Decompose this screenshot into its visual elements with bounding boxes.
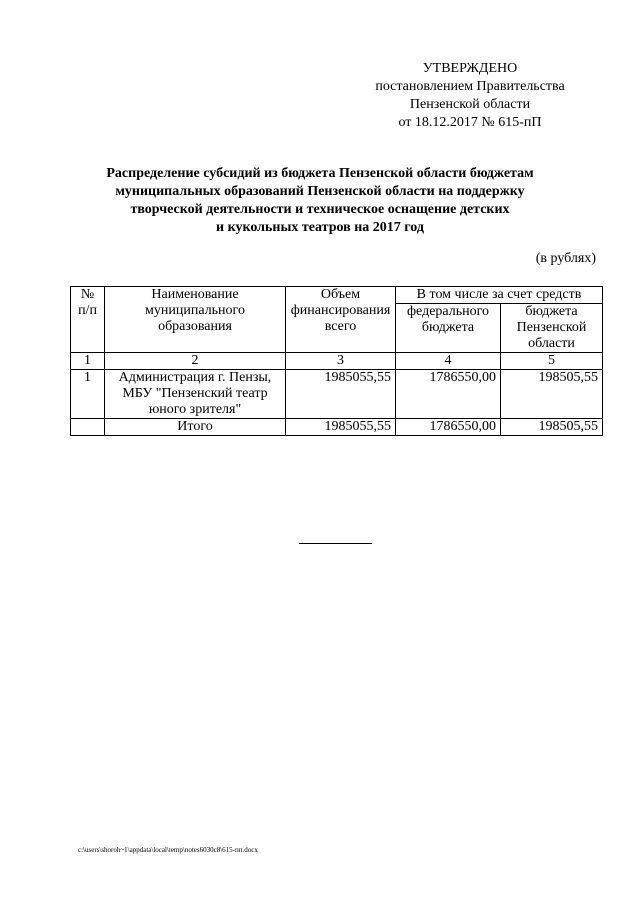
end-divider	[299, 543, 372, 544]
index-row	[71, 353, 603, 370]
title-line-4: и кукольных театров на 2017 год	[216, 220, 424, 235]
header-regional: бюджета Пензенской области	[501, 304, 603, 353]
title-line-2: муниципальных образований Пензенской области на поддержку	[115, 184, 525, 199]
subsidy-table	[70, 286, 603, 436]
approval-line-3: Пензенской области	[409, 97, 531, 112]
index-cell: 1	[71, 353, 105, 370]
index-cell: 3	[286, 353, 396, 370]
total-federal: 1786550,00	[396, 419, 501, 436]
title-line-1: Распределение субсидий из бюджета Пензенской области бюджетам	[106, 166, 534, 181]
table-row	[71, 370, 603, 419]
index-cell: 4	[396, 353, 501, 370]
header-row	[71, 287, 603, 304]
row-total: 1985055,55	[286, 370, 396, 419]
document-title	[60, 165, 580, 237]
total-label: Итого	[105, 419, 286, 436]
header-name: Наименование муниципального образования	[105, 287, 286, 353]
index-cell: 5	[501, 353, 603, 370]
total-regional: 198505,55	[501, 419, 603, 436]
row-federal: 1786550,00	[396, 370, 501, 419]
header-total: Объем финансирования всего	[286, 287, 396, 353]
title-line-3: творческой деятельности и техническое оснащение детских	[130, 202, 510, 217]
row-num: 1	[71, 370, 105, 419]
approval-title: УТВЕРЖДЕНО	[422, 61, 518, 76]
index-cell: 2	[105, 353, 286, 370]
total-num	[71, 419, 105, 436]
row-regional: 198505,55	[501, 370, 603, 419]
approval-line-2: постановлением Правительства	[375, 79, 565, 94]
header-group: В том числе за счет средств	[396, 287, 603, 304]
header-federal: федерального бюджета	[396, 304, 501, 353]
total-row	[71, 419, 603, 436]
total-sum: 1985055,55	[286, 419, 396, 436]
file-path: c:\users\shoroh~1\appdata\local\temp\notes6030c8\615-пп.docx	[78, 846, 258, 854]
approval-block	[340, 60, 600, 132]
currency-units: (в рублях)	[535, 251, 596, 266]
approval-line-4: от 18.12.2017 № 615-пП	[398, 115, 542, 130]
row-name: Администрация г. Пензы, МБУ "Пензенский театр юного зрителя"	[105, 370, 286, 419]
header-num: № п/п	[71, 287, 105, 353]
